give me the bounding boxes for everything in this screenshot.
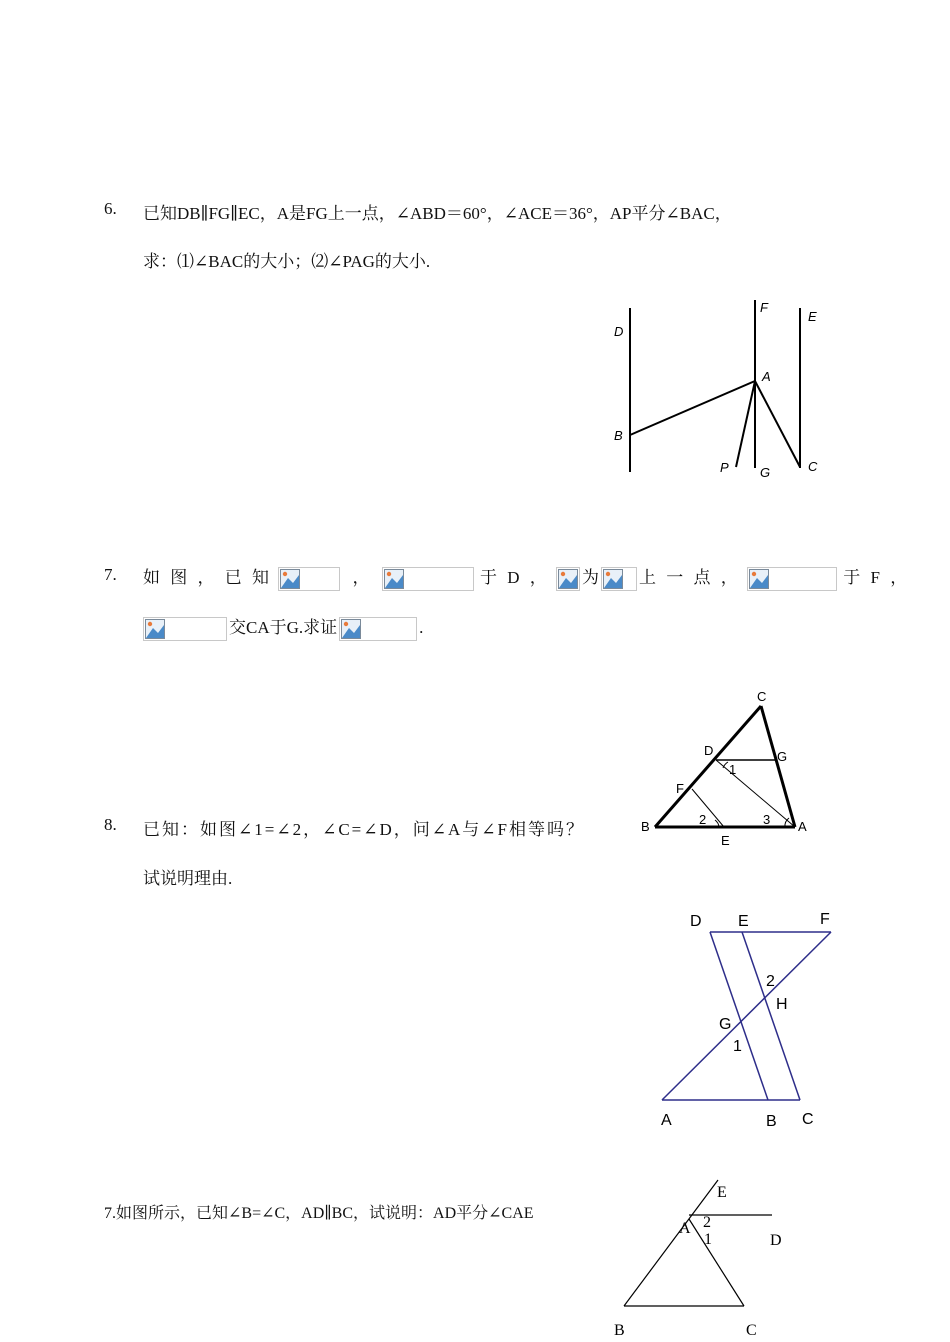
problem-7b-text: 7.如图所示，已知∠B=∠C，AD∥BC，试说明：AD平分∠CAE (104, 1205, 534, 1222)
label-A: A (798, 819, 807, 834)
label-3: 3 (763, 812, 771, 827)
broken-image-icon (145, 619, 165, 639)
broken-image-placeholder (143, 617, 227, 641)
problem-8-line-2: 试说明理由. (143, 869, 233, 888)
label-B: B (614, 1322, 625, 1339)
problem-7-diagram (635, 685, 815, 855)
problem-6-number: 6. (104, 199, 117, 218)
label-F: F (676, 781, 684, 796)
label-E: E (738, 913, 749, 930)
broken-image-icon (558, 569, 578, 589)
label-F: F (820, 911, 830, 928)
label-1: 1 (733, 1038, 742, 1055)
label-B: B (641, 819, 650, 834)
label-1: 1 (729, 762, 737, 777)
label-G: G (777, 749, 788, 764)
broken-image-icon (341, 619, 361, 639)
label-E: E (808, 309, 817, 324)
broken-image-placeholder (278, 567, 340, 591)
broken-image-placeholder (556, 567, 580, 591)
label-2: 2 (766, 973, 775, 990)
problem-7-perp-d: 于 D ， (480, 568, 550, 587)
label-D: D (614, 324, 624, 339)
label-H: H (776, 996, 788, 1013)
label-A: A (661, 1112, 672, 1129)
problem-6-line-2: 求：⑴∠BAC的大小；⑵∠PAG的大小. (143, 252, 431, 271)
problem-7-comma: ， (352, 568, 370, 587)
problem-7-intro: 如 图 ， 已 知 (143, 568, 272, 587)
broken-image-placeholder (601, 567, 637, 591)
label-C: C (746, 1322, 757, 1339)
problem-8-diagram (650, 900, 850, 1140)
problem-7-wei: 为 (582, 568, 600, 587)
label-2: 2 (699, 812, 707, 827)
broken-image-placeholder (747, 567, 837, 591)
label-C: C (757, 689, 767, 704)
label-B: B (614, 428, 623, 443)
problem-8-number: 8. (104, 815, 117, 834)
label-E: E (717, 1184, 727, 1201)
problem-7-point-on: 上 一 点 ， (639, 568, 741, 587)
broken-image-placeholder (339, 617, 417, 641)
problem-7-intersect: 交CA于G.求证 (229, 618, 338, 637)
label-G: G (760, 465, 771, 480)
problem-6-diagram (600, 295, 840, 485)
label-B: B (766, 1113, 777, 1130)
problem-6-line-1: 已知DB∥FG∥EC，A是FG上一点，∠ABD＝60°，∠ACE＝36°，AP平分∠BAC， (143, 204, 732, 223)
problem-7-number: 7. (104, 565, 117, 584)
label-A: A (679, 1220, 691, 1237)
broken-image-icon (280, 569, 300, 589)
label-F: F (760, 300, 768, 315)
problem-7-period: . (419, 618, 424, 637)
label-P: P (720, 460, 729, 475)
label-D: D (770, 1232, 782, 1249)
label-D: D (704, 743, 714, 758)
problem-7-line-1 (143, 563, 911, 591)
label-A: A (762, 369, 771, 384)
problem-7-perp-f: 于 F ， (843, 568, 911, 587)
broken-image-icon (749, 569, 769, 589)
problem-8-line-1: 已知：如图∠1=∠2，∠C=∠D，问∠A与∠F相等吗？ (143, 820, 585, 839)
broken-image-icon (603, 569, 623, 589)
label-E: E (721, 833, 730, 848)
label-1: 1 (704, 1231, 712, 1248)
label-D: D (690, 913, 702, 930)
broken-image-placeholder (382, 567, 474, 591)
label-2: 2 (703, 1214, 711, 1231)
label-G: G (719, 1016, 732, 1033)
problem-7b-diagram (600, 1170, 800, 1342)
label-C: C (802, 1111, 814, 1128)
problem-7-line-2 (141, 613, 423, 641)
broken-image-icon (384, 569, 404, 589)
label-C: C (808, 459, 818, 474)
